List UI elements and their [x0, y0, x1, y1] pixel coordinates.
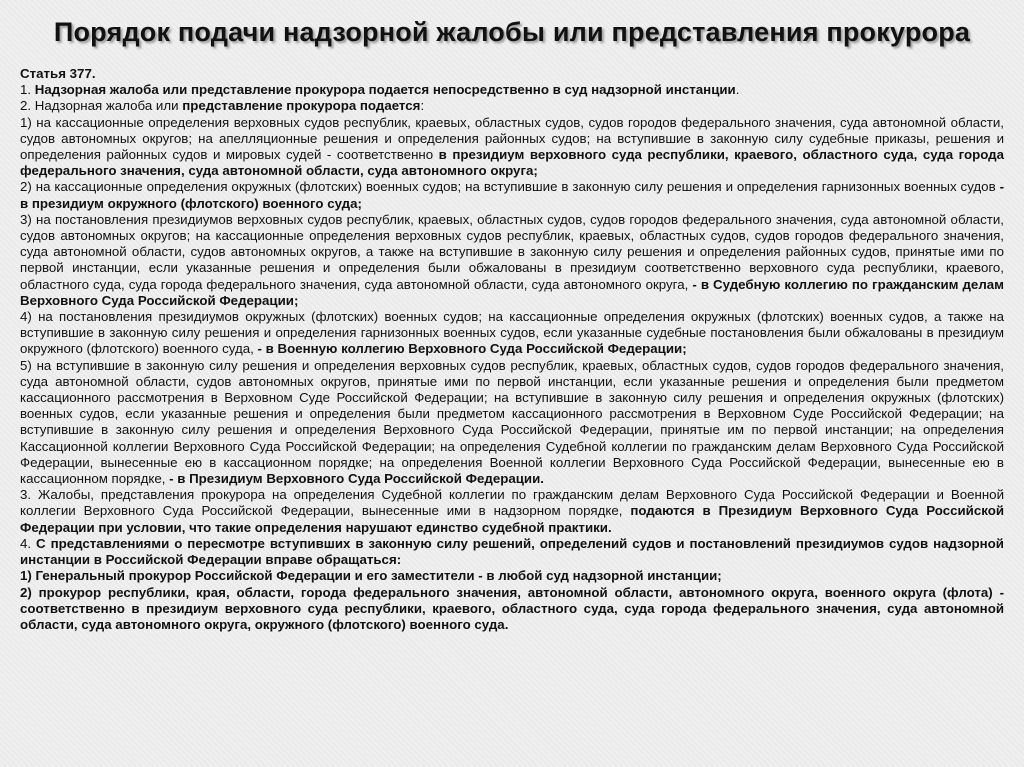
list-item-4: 4) на постановления президиумов окружных (флотских) военных судов; на кассационные определения окружных (флотских) военных судов, а также на вступившие в законную силу решения и определения гарнизонных военных судов, если указанные судебные постановления были обжалованы в президиум окружного (флотского) военного суда, - в Военную коллегию Верховного Суда Российской Федерации;	[20, 309, 1004, 357]
paragraph-3: 3. Жалобы, представления прокурора на определения Судебной коллегии по гражданским делам Верховного Суда Российской Федерации и Военной коллегии Верховного Суда Российской Федерации, вынесенные ими в надзорном порядке, подаются в Президиум Верховного Суда Российской Федерации при условии, что такие определения нарушают единство судебной практики.	[20, 487, 1004, 535]
list-item-5: 5) на вступившие в законную силу решения и определения верховных судов республик, краевых, областных судов, судов городов федерального значения, суда автономной области, судов автономных округов, принятые ими по первой инстанции, если указанные решения и определения были предметом кассационного рассмотрения в Верховном Суде Российской Федерации; на вступившие в законную силу решения и определения окружных (флотских) военных судов, если указанные решения и определения были предметом кассационного рассмотрения в Верховном Суде Российской Федерации; на вступившие в законную силу решения и определения Верховного Суда Российской Федерации, принятые им по первой инстанции; на определения Кассационной коллегии Верховного Суда Российской Федерации; на определения Судебной коллегии по гражданским делам Верховного Суда Российской Федерации, вынесенные ею в кассационном порядке; на определения Военной коллегии Верховного Суда Российской Федерации, вынесенные ею в кассационном порядке, - в Президиум Верховного Суда Российской Федерации.	[20, 357, 1004, 487]
paragraph-4-item-1: 1) Генеральный прокурор Российской Федерации и его заместители - в любой суд надзорной инстанции;	[20, 568, 722, 584]
document-body	[20, 66, 1004, 633]
page-title: Порядок подачи надзорной жалобы или представления прокурора	[53, 17, 971, 47]
list-item-3: 3) на постановления президиумов верховных судов республик, краевых, областных судов, судов городов федерального значения, суда автономной области, судов автономных округов; на кассационные определения верховных судов республик, краевых, областных судов, судов городов федерального значения, суда автономной области, судов автономных округов, а также на вступившие в законную силу решения и определения районных судов, принятые ими по первой инстанции, если указанные решения и определения были обжалованы в президиум соответственно верховного суда республики, краевого, областного суда, суда города федерального значения, суда автономной области, суда автономного округа, - в Судебную коллегию по гражданским делам Верховного Суда Российской Федерации;	[20, 211, 1004, 308]
list-item-2: 2) на кассационные определения окружных (флотских) военных судов; на вступившие в законную силу решения и определения гарнизонных военных судов - в президиум окружного (флотского) военного суда;	[20, 179, 1004, 211]
paragraph-4-item-2: 2) прокурор республики, края, области, города федерального значения, автономной области, автономного округа, военного округа (флота) - соответственно в президиум верховного суда республики, краевого, областного суда, суда города федерального значения, суда автономной области, суда автономного округа, окружного (флотского) военного суда.	[20, 584, 1004, 632]
paragraph-1: 1. Надзорная жалоба или представление прокурора подается непосредственно в суд надзорной инстанции.	[20, 82, 740, 98]
paragraph-2: 2. Надзорная жалоба или представление прокурора подается:	[20, 98, 425, 114]
paragraph-4: 4. С представлениями о пересмотре вступивших в законную силу решений, определений судов и постановлений президиумов судов надзорной инстанции в Российской Федерации вправе обращаться:	[20, 535, 1004, 568]
list-item-1: 1) на кассационные определения верховных судов республик, краевых, областных судов, судов городов федерального значения, суда автономной области, судов автономных округов; на апелляционные решения и определения районных судов; на вступившие в законную силу судебные приказы, решения и определения районных судов и мировых судей - соответственно в президиум верховного суда республики, краевого, областного суда, суда города федерального значения, суда автономной области, суда автономного округа;	[20, 114, 1005, 179]
article-heading: Статья 377.	[20, 66, 96, 81]
